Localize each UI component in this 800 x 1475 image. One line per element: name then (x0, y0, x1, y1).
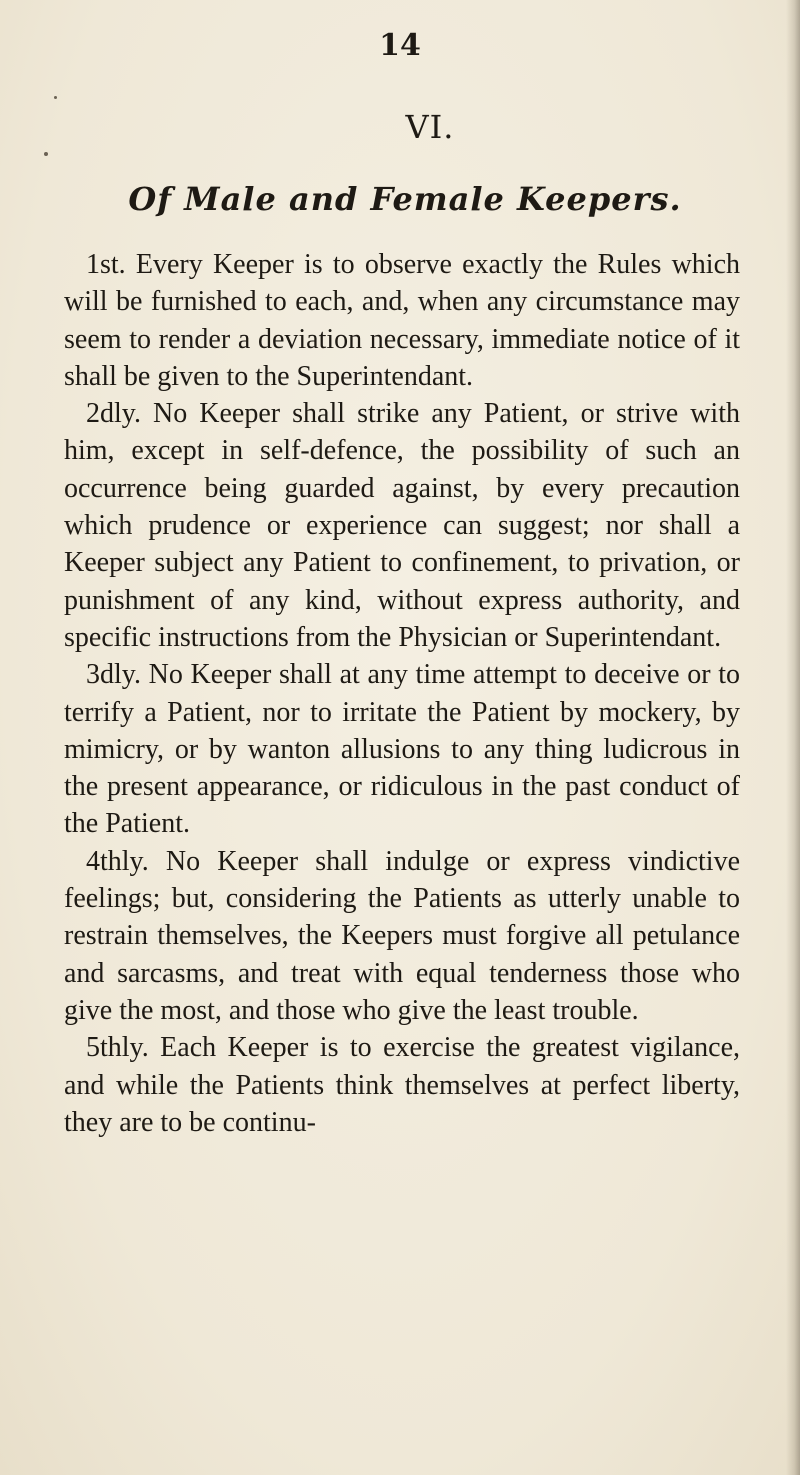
paragraph-3dly: 3dly. No Keeper shall at any time attempt to deceive or to terrify a Patient, nor to irritate the Patient by mockery, by mimicry, or by wanton allusions to any thing ludicrous in the present appearance, or ridiculous in the past conduct of the Patient. (64, 659, 740, 840)
paragraph-4thly: 4thly. No Keeper shall indulge or express vindictive feelings; but, considering the Patients as utterly unable to restrain themselves, the Keepers must forgive all petulance and sarcasms, and treat with equal tenderness those who give the most, and those who give the least trouble. (64, 845, 740, 1026)
section-title: Of Male and Female Keepers. (128, 180, 682, 218)
paragraph-5thly: 5thly. Each Keeper is to exercise the greatest vigilance, and while the Patients think themselves at perfect liberty, they are to be continu- (64, 1032, 740, 1138)
section-number: VI. (405, 108, 455, 146)
paragraph-1st: 1st. Every Keeper is to observe exactly the Rules which will be furnished to each, and, when any circumstance may seem to render a deviation necessary, immediate notice of it shall be given to the Superintendant. (64, 249, 740, 392)
ink-speck (54, 96, 57, 99)
ink-speck (44, 152, 48, 156)
page-edge-shadow (786, 0, 800, 1475)
paragraph-2dly: 2dly. No Keeper shall strike any Patient, or strive with him, except in self-defence, the possibility of such an occurrence being guarded against, by every precaution which prudence or experience can suggest; nor shall a Keeper subject any Patient to confinement, to privation, or punishment of any kind, without express authority, and specific instructions from the Physician or Superintendant. (64, 398, 740, 653)
body-text (64, 246, 740, 1141)
page-number: 14 (379, 28, 421, 63)
